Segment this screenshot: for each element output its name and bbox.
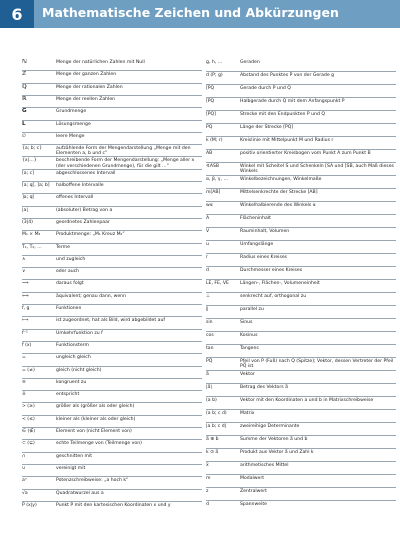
row-separator <box>206 370 396 371</box>
description: Radius eines Kreises <box>240 255 288 260</box>
row-separator <box>22 378 202 379</box>
row-separator <box>22 156 202 157</box>
row-separator <box>22 292 202 293</box>
symbol: |a b; c d| <box>206 424 227 429</box>
row-separator <box>206 422 396 423</box>
symbol: ∈ (∉) <box>22 429 36 434</box>
row-separator <box>206 474 396 475</box>
description: und zugleich <box>56 256 86 262</box>
page-number: 6 <box>0 0 34 28</box>
symbol: ⊥ <box>206 294 211 299</box>
symbol: V <box>206 229 210 234</box>
row-separator <box>22 316 202 317</box>
description: beschreibende Form der Mengendarstellung: „Menge aller x (der verschiedenen Grundmenge), für die gilt …“ <box>56 158 195 169</box>
description: Zentralwert <box>240 489 267 494</box>
row-separator <box>22 279 202 280</box>
symbol: [PQ] <box>206 112 216 117</box>
row-separator <box>22 120 202 121</box>
row-separator <box>206 253 396 254</box>
description: Strecke mit den Endpunkten P und Q <box>240 112 325 117</box>
row-separator <box>22 132 202 133</box>
row-separator <box>206 71 396 72</box>
symbol: LE, FE, VE <box>206 281 229 286</box>
symbol: k ⊙ a⃗ <box>206 450 219 455</box>
row-separator <box>22 95 202 96</box>
symbol: r <box>206 255 208 260</box>
description: Punkt P mit den kartesischen Koordinaten x und y <box>56 502 171 508</box>
row-separator <box>206 500 396 501</box>
row-separator <box>22 476 202 477</box>
row-separator <box>22 329 202 330</box>
symbol: u <box>206 242 209 247</box>
row-separator <box>22 390 202 391</box>
symbol: cos <box>206 333 214 338</box>
description: zweireihige Determinante <box>240 424 300 429</box>
description: Winkelhalbierende des Winkels α <box>240 203 316 208</box>
row-separator <box>206 162 396 163</box>
row-separator <box>206 331 396 332</box>
row-separator <box>22 193 202 194</box>
row-separator <box>206 448 396 449</box>
symbol: ∩ <box>22 453 26 459</box>
row-separator <box>206 318 396 319</box>
description: Produkt aus Vektor a⃗ und Zahl k <box>240 450 314 455</box>
description: Menge der ganzen Zahlen <box>56 72 117 78</box>
row-separator <box>22 206 202 207</box>
symbol: = (≠) <box>22 367 35 373</box>
row-separator <box>22 230 202 231</box>
description: ungleich gleich <box>56 355 91 361</box>
symbol: |a⃗| <box>206 385 212 390</box>
description: Umfangslänge <box>240 242 274 247</box>
symbol: f, g <box>22 306 30 311</box>
symbol: a⃗ <box>206 372 209 377</box>
symbol: T₁, T₂, … <box>22 244 42 250</box>
row-separator <box>22 452 202 453</box>
description: halboffene Intervalle <box>56 183 104 188</box>
row-separator <box>206 487 396 488</box>
description: Betrag des Vektors a⃗ <box>240 385 288 390</box>
symbol: ≅ <box>22 379 26 385</box>
symbol: √a <box>22 490 28 496</box>
description: Menge der natürlichen Zahlen mit Null <box>56 60 145 65</box>
row-separator <box>22 169 202 170</box>
symbol: ∥ <box>206 307 209 312</box>
description: Summe der Vektoren a⃗ und b⃗ <box>240 437 308 442</box>
row-separator <box>22 501 202 502</box>
description: geordnetes Zahlenpaar <box>56 219 110 225</box>
symbol: ∨ <box>22 269 26 275</box>
symbol: P (x|y) <box>22 502 37 508</box>
symbol: AB̂ <box>206 151 213 156</box>
symbol: a⃗ ⊕ b⃗ <box>206 437 219 442</box>
symbol: = <box>22 355 26 361</box>
description: größer als (größer als oder gleich) <box>56 404 135 410</box>
description: Spannweite <box>240 502 267 507</box>
description: äquivalent; genau dann, wenn <box>56 293 126 299</box>
row-separator <box>22 341 202 342</box>
symbol: ℕ <box>22 59 27 65</box>
symbol: f⁻¹ <box>22 330 28 336</box>
symbol: ⟹ <box>22 281 29 287</box>
symbol: ∪ <box>22 465 26 471</box>
row-separator <box>22 439 202 440</box>
description: Winkel mit Scheitel S und Schenkeln [SA und [SB, auch Maß dieses Winkels <box>240 164 394 175</box>
description: Kreislinie mit Mittelpunkt M und Radius r <box>240 138 334 143</box>
symbol: tan <box>206 346 214 351</box>
row-separator <box>206 97 396 98</box>
row-separator <box>206 214 396 215</box>
description: Rauminhalt, Volumen <box>240 229 290 234</box>
description: Geraden <box>240 60 260 65</box>
description: positiv orientierter Kreisbogen vom Punkt A zum Punkt B <box>240 151 371 156</box>
symbol: m[AB] <box>206 190 221 195</box>
description: Pfeil von P (Fuß) nach Q (Spitze); Vektor, dessen Vertreter der Pfeil PQ⃗ ist <box>240 359 394 370</box>
description: Vektor mit den Koordinaten a und b in Matrixschreibweise <box>240 398 374 403</box>
description: kleiner als (kleiner als oder gleich) <box>56 416 136 422</box>
row-separator <box>22 304 202 305</box>
row-separator <box>22 489 202 490</box>
row-separator <box>206 188 396 189</box>
symbol: {a; b; c} <box>22 146 43 152</box>
description: offenes Intervall <box>56 195 94 201</box>
description: Durchmesser eines Kreises <box>240 268 303 273</box>
symbol: G <box>22 108 27 115</box>
symbol: [PQ <box>206 86 215 91</box>
symbol: (a b; c d) <box>206 411 227 416</box>
symbol: [PQ <box>206 99 215 104</box>
symbol: (a b) <box>206 398 217 403</box>
description: Menge der rationalen Zahlen <box>56 84 123 90</box>
row-separator <box>22 427 202 428</box>
row-separator <box>206 383 396 384</box>
symbol: ≙ <box>22 392 26 398</box>
description: Sinus <box>240 320 253 325</box>
row-separator <box>206 357 396 358</box>
symbol: k (M; r) <box>206 138 223 143</box>
description: Halbgerade durch Q mit dem Anfangspunkt P <box>240 99 345 104</box>
symbol: {x|…} <box>22 158 37 164</box>
description: Umkehrfunktion zu f <box>56 330 103 336</box>
description: kongruent zu <box>56 379 87 385</box>
symbol: ∢ASB <box>206 164 220 169</box>
description: gleich (nicht gleich) <box>56 367 102 373</box>
symbol: |a| <box>22 207 28 213</box>
symbol: d <box>206 268 209 273</box>
description: Länge der Strecke [PQ] <box>240 125 294 130</box>
row-separator <box>206 201 396 202</box>
row-separator <box>22 464 202 465</box>
row-separator <box>206 175 396 176</box>
symbol: wα <box>206 203 213 208</box>
symbol: d (P; g) <box>206 73 223 78</box>
row-separator <box>206 292 396 293</box>
description: Gerade durch P und Q <box>240 86 291 91</box>
symbol: z <box>206 489 209 494</box>
row-separator <box>22 243 202 244</box>
symbol: x̄ <box>206 463 209 468</box>
description: Funktionen <box>56 306 82 311</box>
symbol: (3|4) <box>22 219 33 225</box>
symbol: PQ⃗ <box>206 359 213 364</box>
symbol: [a; c] <box>22 170 34 176</box>
row-separator <box>206 409 396 410</box>
symbol: aⁿ <box>22 478 27 484</box>
description: Grundmenge <box>56 109 87 115</box>
description: (absoluter) Betrag von a <box>56 207 113 213</box>
description: leere Menge <box>56 133 85 139</box>
symbol: ℤ <box>22 71 27 78</box>
row-separator <box>206 136 396 137</box>
page-title: Mathematische Zeichen und Abkürzungen <box>42 5 339 20</box>
row-separator <box>206 84 396 85</box>
symbol: f (x) <box>22 342 32 348</box>
description: abgeschlossenes Intervall <box>56 170 116 176</box>
row-separator <box>22 107 202 108</box>
description: arithmetisches Mittel <box>240 463 289 468</box>
description: Abstand des Punktes P von der Gerade g <box>240 73 335 78</box>
description: Mittelsenkrechte der Strecke [AB] <box>240 190 318 195</box>
description: geschnitten mit <box>56 453 93 459</box>
row-separator <box>206 266 396 267</box>
description: vereinigt mit <box>56 465 86 471</box>
symbol: ]a; q[ <box>22 195 35 201</box>
symbol: A <box>206 216 210 221</box>
row-separator <box>22 181 202 182</box>
description: Potenzschreibweise: „a hoch k“ <box>56 478 129 484</box>
row-separator <box>22 366 202 367</box>
row-separator <box>22 70 202 71</box>
row-separator <box>206 279 396 280</box>
description: daraus folgt <box>56 281 84 287</box>
symbol: L <box>22 120 26 127</box>
symbol: ℝ <box>22 95 27 102</box>
symbol: ℚ <box>22 83 27 90</box>
row-separator <box>22 267 202 268</box>
description: Kosinus <box>240 333 258 338</box>
row-separator <box>206 461 396 462</box>
row-separator <box>206 227 396 228</box>
symbol: g, h, … <box>206 60 223 65</box>
row-separator <box>22 83 202 84</box>
row-separator <box>206 240 396 241</box>
symbol: ⊂ (⊆) <box>22 441 35 447</box>
description: echte Teilmenge von (Teilmenge von) <box>56 441 142 447</box>
description: senkrecht auf, orthogonal zu <box>240 294 307 299</box>
row-separator <box>206 305 396 306</box>
symbol: α, β, γ, … <box>206 177 229 182</box>
symbol: ⟼ <box>22 318 29 324</box>
description: Funktionsterm <box>56 342 89 348</box>
symbol: d <box>206 502 209 507</box>
row-separator <box>22 255 202 256</box>
description: Element von (nicht Element von) <box>56 429 132 434</box>
row-separator <box>206 123 396 124</box>
description: Modalwert <box>240 476 265 481</box>
description: Vektor <box>240 372 255 377</box>
row-separator <box>22 402 202 403</box>
row-separator <box>22 218 202 219</box>
description: entspricht <box>56 392 80 398</box>
description: Längen-, Flächen-, Volumeneinheit <box>240 281 320 286</box>
symbol: < (≤) <box>22 416 35 422</box>
row-separator <box>206 435 396 436</box>
symbol: ∧ <box>22 256 26 262</box>
symbol: sin <box>206 320 213 325</box>
row-separator <box>206 110 396 111</box>
symbol: M₁ × M₂ <box>22 232 41 238</box>
row-separator <box>22 144 202 145</box>
description: Produktmenge: „M₁ Kreuz M₂“ <box>56 232 125 238</box>
symbol: PQ̄ <box>206 125 213 130</box>
description: parallel zu <box>240 307 264 312</box>
row-separator <box>22 353 202 354</box>
description: Matrix <box>240 411 255 416</box>
description: Tangens <box>240 346 259 351</box>
row-separator <box>206 344 396 345</box>
description: Flächeninhalt <box>240 216 271 221</box>
description: Winkelbezeichnungen, Winkelmaße <box>240 177 322 182</box>
symbol: m <box>206 476 211 481</box>
row-separator <box>22 415 202 416</box>
row-separator <box>206 149 396 150</box>
description: Menge der reellen Zahlen <box>56 96 116 102</box>
row-separator <box>206 396 396 397</box>
description: aufzählende Form der Mengendarstellung „Menge mit den Elementen a, b und c“ <box>56 146 191 157</box>
description: Quadratwurzel aus a <box>56 490 104 496</box>
description: Terme <box>56 244 70 250</box>
description: ist zugeordnet, hat als Bild, wird abgebildet auf <box>56 318 165 324</box>
symbol: [a; q[, ]a; b] <box>22 183 50 188</box>
symbol: ∅ <box>22 133 27 139</box>
description: oder auch <box>56 269 80 275</box>
symbol: > (≥) <box>22 404 35 410</box>
symbol: ⟺ <box>22 293 29 299</box>
description: Lösungsmenge <box>56 121 91 127</box>
